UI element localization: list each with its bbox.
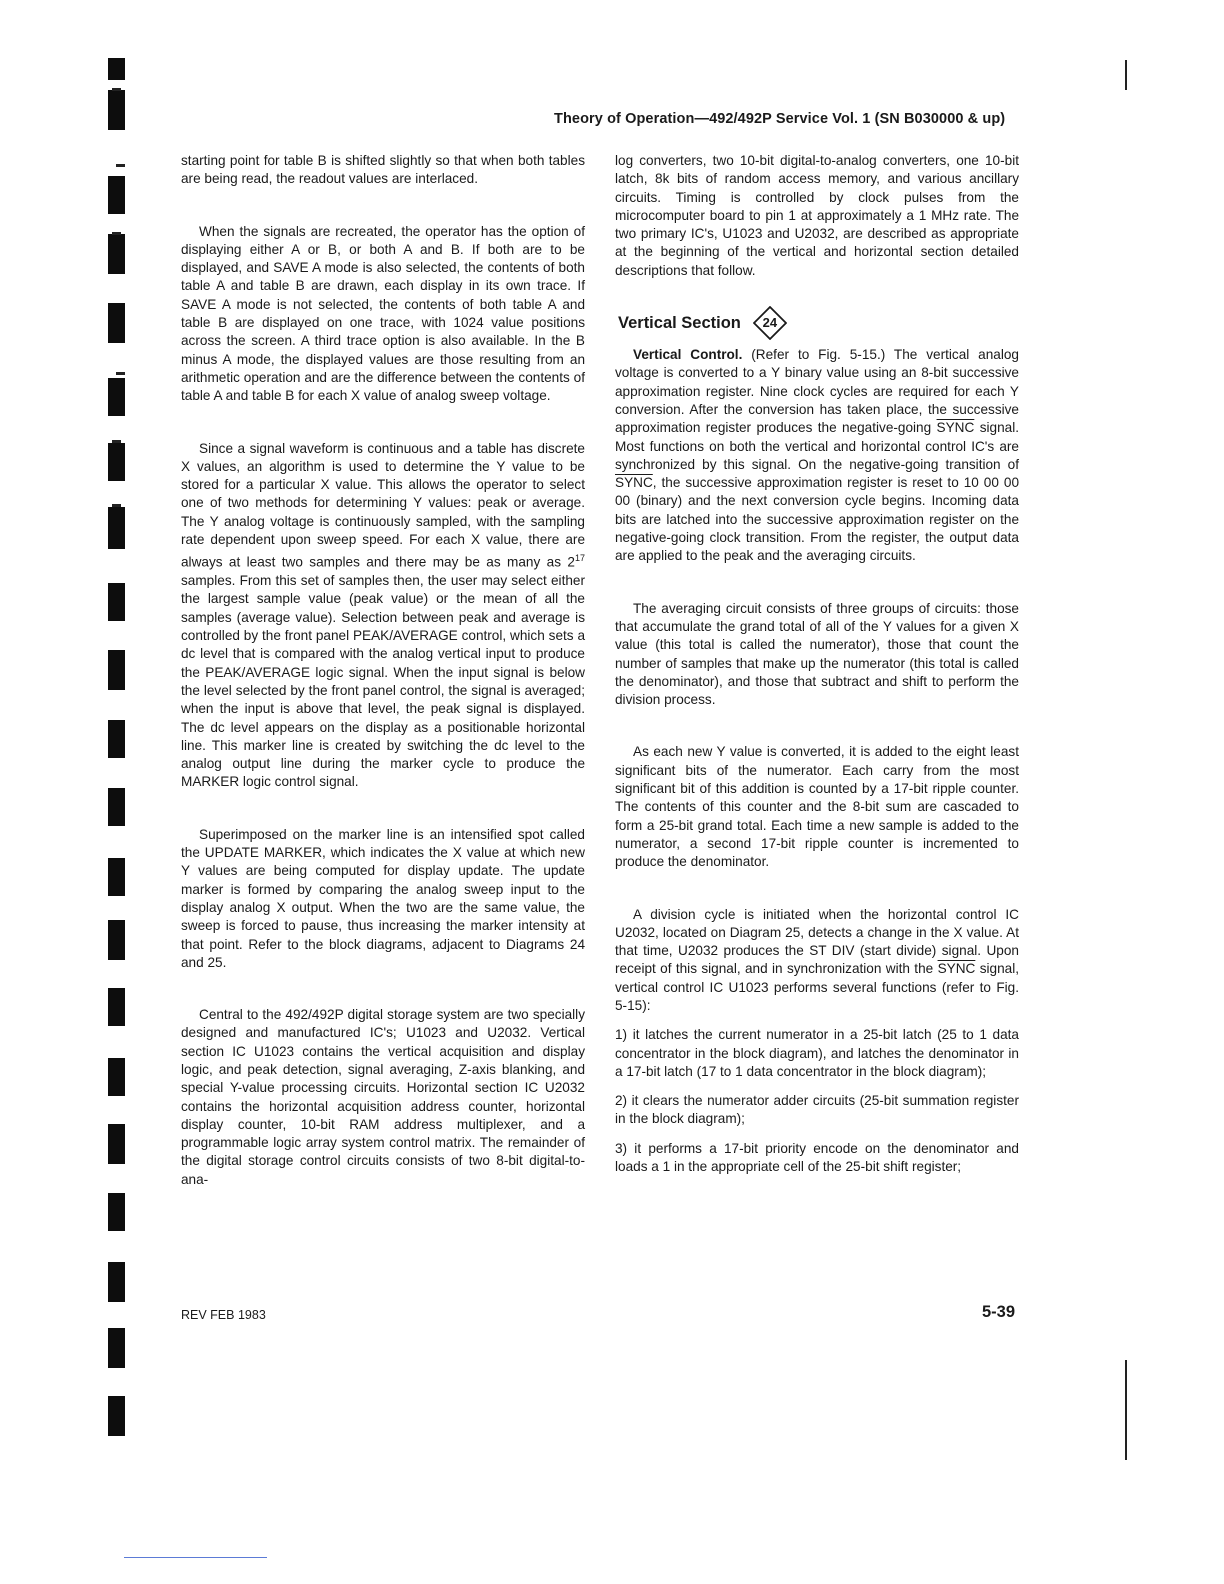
division-text-1: A division cycle is initiated when the horizontal control IC U2032, located on Diagram 25, detects a change in the X value. At that time, U2032 produces the ST DIV (start divide) signal. Upon receipt of this signal, and in synchronization with the: [615, 906, 1019, 977]
vertical-control-lead: Vertical Control.: [633, 347, 743, 363]
vertical-control-text-3: , the successive approximation register is reset to 10 00 00 00 (binary) and the next conversion cycle begins. Incoming data bits are latched into the successive approximation register on the negative-going clock transition. From the register, the output data are applied to the peak and the averaging circuits.: [615, 475, 1019, 564]
binder-tab: [108, 920, 125, 960]
paragraph-vertical-control: [615, 346, 1019, 566]
binder-tick: [112, 504, 121, 507]
section-title: Vertical Section: [618, 313, 741, 332]
sync-signal: SYNC: [937, 961, 976, 977]
algorithm-text-a: Since a signal waveform is continuous and a table has discrete X values, an algorithm is used to determine the Y value to be stored for a particular X value. This allows the operator to select one of two methods for determining Y values: peak or average. The Y analog voltage is continuously sampled, with the sampling rate dependent upon sweep speed. For each X value, there are always at least two samples and there may be as many as 2: [181, 440, 585, 570]
binder-tab: [108, 858, 125, 896]
diagram-badge: [753, 306, 787, 340]
binder-edge: [0, 0, 150, 1584]
diagram-badge-number: 24: [762, 314, 778, 330]
binder-tab: [108, 1124, 125, 1164]
paragraph-averaging-circuit: The averaging circuit consists of three groups of circuits: those that accumulate the grand total of all of the Y values for a given X value (this total is called the numerator), those that count the number of samples that make up the numerator (this total is called the denominator), and those that subtract and shift to perform the division process.: [615, 600, 1019, 708]
paragraph-division-cycle: [615, 906, 1019, 1016]
paragraph-digital-storage-ics: Central to the 492/492P digital storage system are two specially designed and manufactured IC's; U1023 and U2032. Vertical section IC U1023 contains the vertical acquisition and display logic, and peak detection, signal averaging, Z-axis blanking, and special Y-value processing circuits. Horizontal section IC U2032 contains the horizontal acquisition address counter, horizontal display counter, 10-bit RAM address multiplexer, and a programmable logic array system control matrix. The remainder of the digital storage control circuits consists of two 8-bit digital-to-ana-: [181, 1007, 585, 1187]
binder-tab: [108, 1262, 125, 1302]
list-item: 1) it latches the current numerator in a 25-bit latch (25 to 1 data concentrator in the block diagram), and latches the denominator in a 17-bit latch (17 to 1 data concentrator in the block diagram);: [615, 1027, 1019, 1079]
list-item: 3) it performs a 17-bit priority encode on the denominator and loads a 1 in the appropriate cell of the 25-bit shift register;: [615, 1140, 1019, 1175]
page-right-edge: [1125, 60, 1128, 1460]
binder-tick: [112, 440, 121, 443]
edge-mark: [1125, 1360, 1127, 1460]
algorithm-text-b: samples. From this set of samples then, the user may select either the largest sample value (peak value) or the mean of all the samples (average value). Selection between peak and average is controlled by the front panel PEAK/AVERAGE control, which sets a dc level that is compared with the analog vertical input to produce the PEAK/AVERAGE logic signal. When the input signal is below the level selected by the front panel control, the signal is averaged; when the input is above that level, the peak signal is displayed. The dc level appears on the display as a positionable horizontal line. This marker line is created by switching the dc level to the analog output line during the marker cycle to produce the MARKER logic control signal.: [181, 573, 585, 790]
right-column: [615, 152, 1019, 1187]
page-number: 5-39: [982, 1303, 1016, 1321]
vertical-control-text-1: (Refer to Fig. 5-15.) The vertical analog voltage is converted to a Y binary value using an 8-bit successive approximation register. Nine clock cycles are required for each Y conversion. After the conversion has taken place, the successive approximation register produces the negative-going: [615, 347, 1019, 436]
exponent: 17: [574, 553, 585, 564]
binder-tab: [108, 58, 125, 80]
binder-tab: [108, 650, 125, 690]
footer-revision: REV FEB 1983: [181, 1308, 266, 1322]
binder-tab: [108, 234, 125, 274]
left-column: [181, 152, 585, 1223]
paragraph-peak-average-algorithm: [181, 440, 585, 792]
binder-tab: [108, 1328, 125, 1368]
vertical-control-text-2: signal. Most functions on both the vertical and horizontal control IC's are synchronized by this signal. On the negative-going transition of: [615, 420, 1019, 472]
binder-tab: [108, 176, 125, 214]
sync-signal: SYNC: [936, 420, 975, 436]
binder-tab: [108, 90, 125, 130]
binder-tick: [112, 232, 121, 235]
binder-tab: [108, 443, 125, 481]
binder-tab: [108, 720, 125, 758]
binder-tab: [108, 1396, 125, 1436]
paragraph-interlaced-tables: starting point for table B is shifted slightly so that when both tables are being read, the readout values are interlaced.: [181, 153, 585, 187]
paragraph-update-marker: Superimposed on the marker line is an intensified spot called the UPDATE MARKER, which indicates the X value at which new Y values are being computed for display update. The update marker is formed by comparing the analog sweep input to the display analog X output. When the two are the same value, the sweep is forced to pause, thus increasing the marker intensity at that point. Refer to the block diagrams, adjacent to Diagrams 24 and 25.: [181, 826, 585, 970]
binder-tab: [108, 788, 125, 826]
edge-mark: [1125, 60, 1127, 90]
binder-tick: [112, 88, 121, 91]
binder-tab: [108, 583, 125, 621]
binder-tab: [108, 1058, 125, 1096]
binder-tab: [108, 988, 125, 1026]
binder-tab: [108, 378, 125, 416]
binder-tab: [108, 507, 125, 549]
binder-tick: [116, 164, 125, 167]
section-heading-vertical: [618, 302, 1019, 344]
binder-tab: [108, 1193, 125, 1231]
binder-tab: [108, 303, 125, 343]
paragraph-numerator: As each new Y value is converted, it is added to the eight least significant bits of the numerator. Each carry from the most significant bit of this addition is counted by a 17-bit ripple counter. The contents of this counter and the 8-bit sum are cascaded to form a 25-bit grand total. Each time a new sample is added to the numerator, a second 17-bit ripple counter is incremented to produce the denominator.: [615, 744, 1019, 870]
running-header: Theory of Operation—492/492P Service Vol. 1 (SN B030000 & up): [554, 111, 1006, 127]
division-text-2: signal, vertical control IC U1023 performs several functions (refer to Fig. 5-15):: [615, 961, 1019, 1013]
blue-rule: [124, 1557, 267, 1558]
sync-signal: SYNC: [615, 475, 653, 491]
paragraph-display-options: When the signals are recreated, the operator has the option of displaying either A or B, or both A and B. If both are to be displayed, and SAVE A mode is also selected, the contents of both table A and table B are drawn, each display in its own trace. If SAVE A mode is not selected, the contents of both table A and table B are displayed on one trace, with 1024 value positions across the screen. A third trace option is also available. In the B minus A mode, the displayed values are those resulting from an arithmetic operation and are the difference between the contents of table A and table B for each X value of analog sweep voltage.: [181, 223, 585, 404]
paragraph-converters: log converters, two 10-bit digital-to-analog converters, one 10-bit latch, 8k bits of random access memory, and various ancillary circuits. Timing is controlled by clock pulses from the microcomputer board to pin 1 at approximately a 1 MHz rate. The two primary IC's, U1023 and U2032, are described as appropriate at the beginning of the vertical and horizontal section detailed descriptions that follow.: [615, 153, 1019, 278]
binder-tick: [116, 372, 125, 375]
list-item: 2) it clears the numerator adder circuits (25-bit summation register in the block diagram);: [615, 1093, 1019, 1127]
